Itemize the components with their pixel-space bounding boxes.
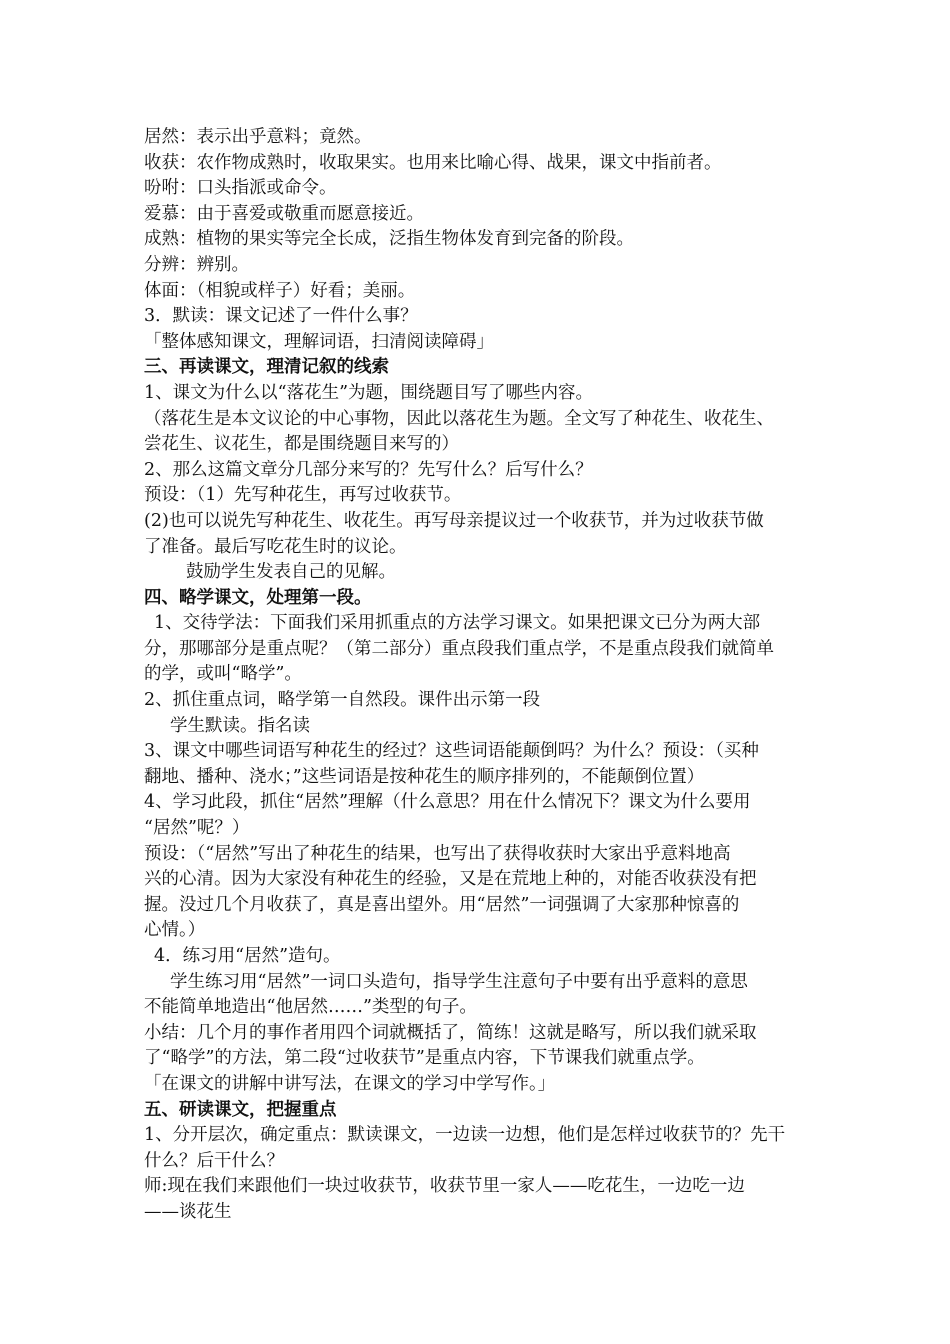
text-line: 翻地、播种、浇水；”这些词语是按种花生的顺序排列的，不能颠倒位置） — [144, 766, 705, 787]
text-line: 居然：表示出乎意料；竟然。 — [144, 127, 372, 147]
text-line: 什么？后干什么？ — [144, 1150, 284, 1171]
section-heading: 五、研读课文，把握重点 — [144, 1099, 337, 1120]
text-line: 2、抓住重点词，略学第一自然段。课件出示第一段 — [144, 690, 541, 711]
text-line: 不能简单地造出“他居然……”类型的句子。 — [144, 997, 477, 1018]
text-line: 3、课文中哪些词语写种花生的经过？这些词语能颠倒吗？为什么？预设：（买种 — [144, 741, 759, 762]
text-line: 爱慕：由于喜爱或敬重而愿意接近。 — [144, 203, 424, 224]
text-line: 1、分开层次，确定重点：默读课文，一边读一边想，他们是怎样过收获节的？先干 — [144, 1125, 786, 1146]
text-line: 体面：（相貌或样子）好看；美丽。 — [144, 280, 416, 301]
text-line: ——谈花生 — [144, 1201, 232, 1222]
text-line: (2)也可以说先写种花生、收花生。再写母亲提议过一个收获节，并为过收获节做 — [144, 510, 764, 531]
text-line: 4、学习此段，抓住“居然”理解（什么意思？用在什么情况下？课文为什么要用 — [144, 792, 751, 813]
text-line: 2、那么这篇文章分几部分来写的？先写什么？后写什么？ — [144, 459, 593, 480]
text-line: 学生默读。指名读 — [170, 715, 310, 736]
text-line: 成熟：植物的果实等完全长成，泛指生物体发育到完备的阶段。 — [144, 229, 634, 250]
text-line: 了准备。最后写吃花生时的议论。 — [144, 536, 407, 557]
text-line: 小结：几个月的事作者用四个词就概括了，简练！这就是略写，所以我们就采取 — [144, 1022, 757, 1043]
section-heading: 四、略学课文，处理第一段。 — [144, 587, 372, 608]
text-line: 吩咐：口头指派或命令。 — [144, 178, 337, 199]
text-line: 兴的心清。因为大家没有种花生的经验，又是在荒地上种的，对能否收获没有把 — [144, 869, 757, 890]
text-line: 鼓励学生发表自己的见解。 — [186, 562, 396, 583]
text-line: 收获：农作物成熟时，收取果实。也用来比喻心得、战果，课文中指前者。 — [144, 152, 722, 173]
text-line: （落花生是本文议论的中心事物，因此以落花生为题。全文写了种花生、收花生、 — [144, 408, 774, 429]
document-body — [144, 125, 812, 1226]
section-heading: 三、再读课文，理清记叙的线索 — [144, 357, 389, 378]
text-line: 握。没过几个月收获了，真是喜出望外。用“居然”一词强调了大家那种惊喜的 — [144, 894, 740, 915]
text-line: 「整体感知课文，理解词语，扫清阅读障碍」 — [144, 331, 494, 352]
text-line: 分辨：辨别。 — [144, 254, 249, 275]
text-line: 学生练习用“居然”一词口头造句，指导学生注意句子中要有出乎意料的意思 — [170, 971, 748, 992]
text-line: 「在课文的讲解中讲写法，在课文的学习中学写作。」 — [144, 1073, 556, 1094]
text-line: 预设：（“居然”写出了种花生的结果，也写出了获得收获时大家出乎意料地高 — [144, 843, 731, 864]
text-line: 心情。） — [144, 920, 206, 941]
text-line: 分，那哪部分是重点呢？（第二部分）重点段我们重点学，不是重点段我们就简单 — [144, 638, 774, 659]
text-line: 师:现在我们来跟他们一块过收获节，收获节里一家人——吃花生，一边吃一边 — [144, 1176, 745, 1197]
text-line: 了“略学”的方法，第二段“过收获节”是重点内容，下节课我们就重点学。 — [144, 1048, 705, 1069]
text-line: 4．练习用“居然”造句。 — [154, 946, 341, 966]
text-line: 预设：（1）先写种花生，再写过收获节。 — [144, 485, 462, 506]
text-line: 的学，或叫“略学”。 — [144, 664, 302, 685]
text-line: 尝花生、议花生，都是围绕题目来写的） — [144, 434, 459, 455]
text-line: “居然”呢？） — [144, 818, 250, 839]
text-line: 3．默读：课文记述了一件什么事？ — [144, 306, 418, 327]
text-line: 1、课文为什么以“落花生”为题，围绕题目写了哪些内容。 — [144, 382, 594, 403]
text-line: 1、交待学法：下面我们采用抓重点的方法学习课文。如果把课文已分为两大部 — [154, 613, 761, 634]
